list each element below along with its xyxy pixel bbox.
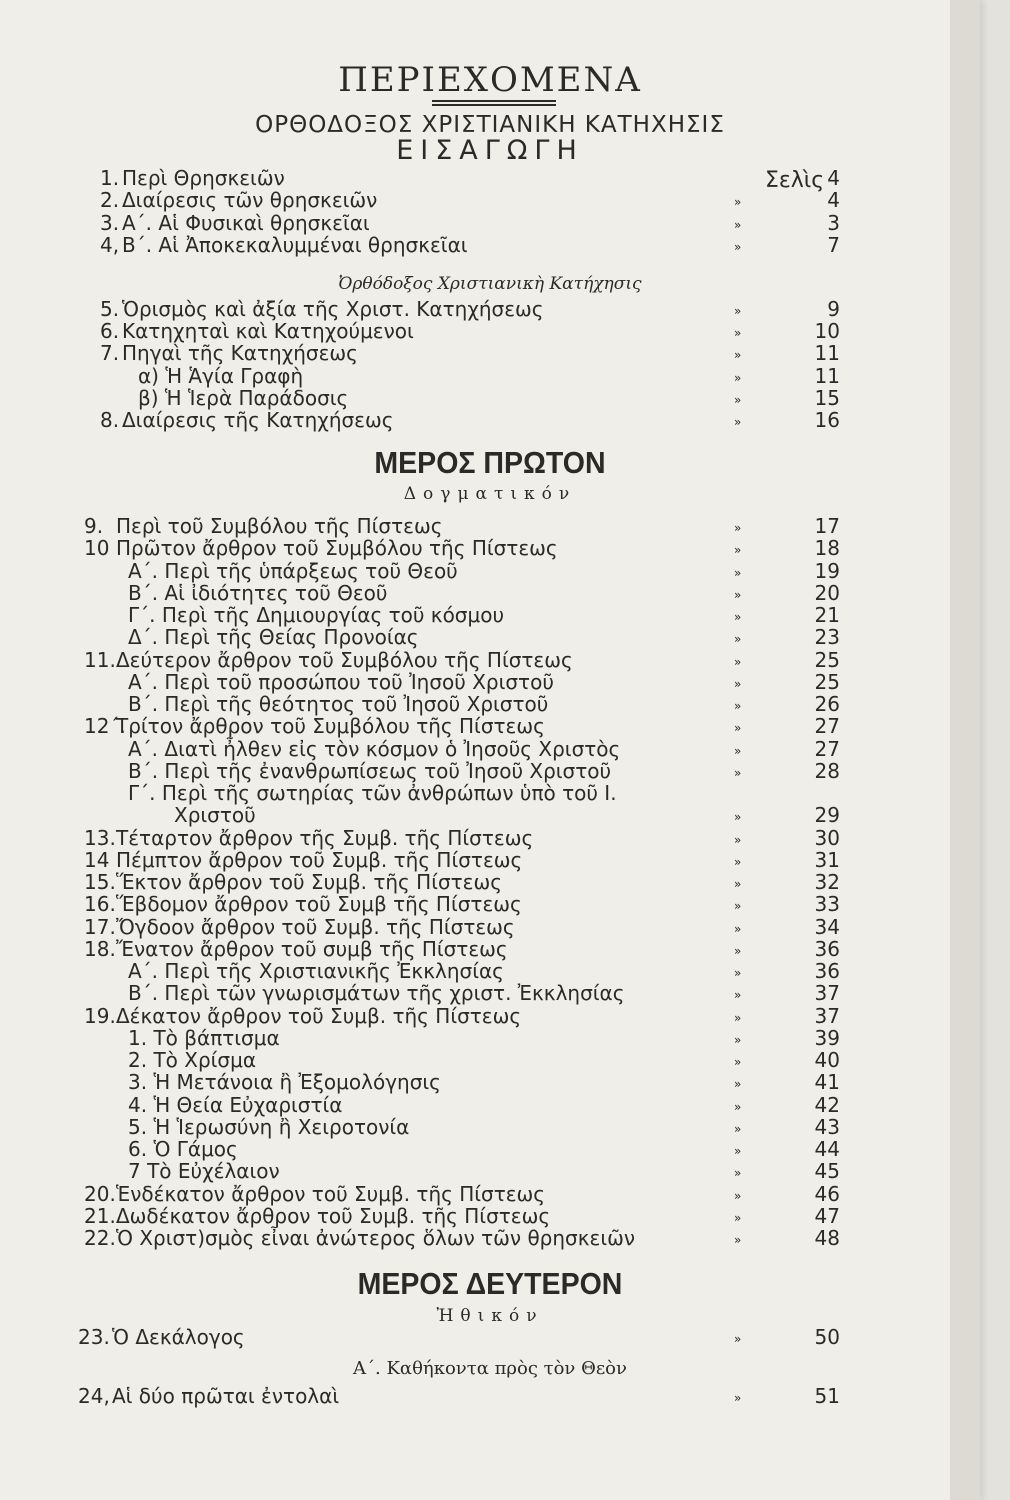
- entry-number: 13.: [84, 826, 116, 850]
- entry-page-number: 11: [814, 364, 840, 388]
- leader-mark: »: [734, 521, 742, 535]
- entry-page-number: 25: [814, 648, 840, 672]
- leader-mark: »: [734, 588, 742, 602]
- leader-mark: »: [734, 1122, 742, 1136]
- entry-title: Α΄. Διατὶ ἦλθεν εἰς τὸν κόσμον ὁ Ἰησοῦς Χριστὸς: [128, 737, 621, 761]
- leader-mark: »: [734, 543, 742, 557]
- leader-mark: »: [734, 240, 742, 254]
- toc-entry: [0, 408, 980, 432]
- entry-title: Κατηχηταὶ καὶ Κατηχούμενοι: [122, 319, 414, 343]
- entry-title: Ἔνατον ἄρθρον τοῦ συμβ τῆς Πίστεως: [116, 937, 508, 961]
- entry-title: Β΄. Αἱ ἰδιότητες τοῦ Θεοῦ: [128, 581, 388, 605]
- toc-entry: [0, 188, 980, 212]
- toc-entry: [0, 514, 980, 538]
- entry-number: 1.: [100, 166, 120, 190]
- toc-entry: [0, 1204, 980, 1228]
- title-underline-2: [432, 104, 556, 106]
- entry-number: 16.: [84, 892, 116, 916]
- entry-title: Α΄. Περὶ τῆς Χριστιανικῆς Ἐκκλησίας: [128, 959, 504, 983]
- entry-number: 4,: [100, 233, 120, 257]
- toc-entry: [0, 211, 980, 235]
- title-underline: [432, 100, 556, 102]
- entry-page-number: 33: [814, 892, 840, 916]
- entry-title: Ὄγδοον ἄρθρον τοῦ Συμβ. τῆς Πίστεως: [116, 915, 515, 939]
- entry-title: Χριστοῦ: [174, 803, 256, 827]
- entry-number: 3.: [100, 211, 120, 235]
- entry-page-number: 23: [814, 625, 840, 649]
- entry-title: 3. Ἡ Μετάνοια ἢ Ἐξομολόγησις: [128, 1070, 441, 1094]
- toc-entry: [0, 981, 980, 1005]
- toc-entry: [0, 1004, 980, 1028]
- entry-page-number: 31: [814, 848, 840, 872]
- toc-entry: [0, 803, 980, 827]
- toc-entry: [0, 536, 980, 560]
- entry-page-number: 11: [814, 341, 840, 365]
- entry-page-number: 39: [814, 1026, 840, 1050]
- leader-mark: »: [734, 721, 742, 735]
- leader-mark: »: [734, 1077, 742, 1091]
- leader-mark: »: [734, 1233, 742, 1247]
- page-column-label: Σελὶς: [765, 168, 825, 193]
- entry-title: Πρῶτον ἄρθρον τοῦ Συμβόλου τῆς Πίστεως: [116, 536, 558, 560]
- entry-page-number: 27: [814, 737, 840, 761]
- entry-number: 2.: [100, 188, 120, 212]
- entry-page-number: 29: [814, 803, 840, 827]
- leader-mark: »: [734, 393, 742, 407]
- leader-mark: »: [734, 655, 742, 669]
- toc-entry: [0, 581, 980, 605]
- entry-title: 1. Τὸ βάπτισμα: [128, 1026, 280, 1050]
- part-two-subtitle: Ἠθικόν: [436, 1306, 544, 1326]
- entry-number: 11.: [84, 648, 116, 672]
- toc-entry: [0, 870, 980, 894]
- entry-title: Διαίρεσις τῆς Κατηχήσεως: [122, 408, 394, 432]
- entry-title: 7 Τὸ Εὐχέλαιον: [128, 1159, 280, 1183]
- toc-entry: [0, 892, 980, 916]
- leader-mark: »: [734, 1011, 742, 1025]
- entry-title: Διαίρεσις τῶν θρησκειῶν: [122, 188, 378, 212]
- entry-page-number: 25: [814, 670, 840, 694]
- entry-title: Α΄. Περὶ τοῦ προσώπου τοῦ Ἰησοῦ Χριστοῦ: [128, 670, 554, 694]
- toc-entry: [0, 670, 980, 694]
- toc-entry: [0, 233, 980, 257]
- toc-entry: [0, 737, 980, 761]
- entry-page-number: 30: [814, 826, 840, 850]
- entry-number: 10: [84, 536, 110, 560]
- toc-entry: [0, 781, 980, 805]
- leader-mark: »: [734, 1189, 742, 1203]
- entry-number: 21.: [84, 1204, 116, 1228]
- entry-page-number: 16: [814, 408, 840, 432]
- entry-page-number: 26: [814, 692, 840, 716]
- toc-entry: [0, 1325, 980, 1349]
- entry-number: 12΄.: [84, 714, 126, 738]
- toc-entry: [0, 937, 980, 961]
- toc-entry: [0, 386, 980, 410]
- toc-entry: [0, 1048, 980, 1072]
- toc-entry: [0, 714, 980, 738]
- entry-number: 8.: [100, 408, 120, 432]
- entry-title: Β΄. Αἱ Ἀποκεκαλυμμέναι θρησκεῖαι: [122, 233, 468, 257]
- entry-page-number: 32: [814, 870, 840, 894]
- entry-title: Τρίτον ἄρθρον τοῦ Συμβόλου τῆς Πίστεως: [116, 714, 545, 738]
- entry-page-number: 46: [814, 1182, 840, 1206]
- entry-title: Περὶ τοῦ Συμβόλου τῆς Πίστεως: [116, 514, 443, 538]
- entry-number: 18.: [84, 937, 116, 961]
- entry-page-number: 37: [814, 1004, 840, 1028]
- leader-mark: »: [734, 348, 742, 362]
- entry-title: Περὶ Θρησκειῶν: [122, 166, 285, 190]
- entry-number: 15.: [84, 870, 116, 894]
- leader-mark: »: [734, 966, 742, 980]
- entry-page-number: 43: [814, 1115, 840, 1139]
- toc-entry: [0, 364, 980, 388]
- toc-entry: [0, 559, 980, 583]
- entry-page-number: 41: [814, 1070, 840, 1094]
- entry-title: Δέκατον ἄρθρον τοῦ Συμβ. τῆς Πίστεως: [116, 1004, 522, 1028]
- entry-number: 19.: [84, 1004, 116, 1028]
- leader-mark: »: [734, 326, 742, 340]
- leader-mark: »: [734, 677, 742, 691]
- entry-title: Β΄. Περὶ τῶν γνωρισμάτων τῆς χριστ. Ἐκκλησίας: [128, 981, 625, 1005]
- leader-mark: »: [734, 195, 742, 209]
- toc-entry: [0, 1182, 980, 1206]
- leader-mark: »: [734, 1166, 742, 1180]
- leader-mark: »: [734, 699, 742, 713]
- entry-page-number: 42: [814, 1093, 840, 1117]
- leader-mark: »: [734, 877, 742, 891]
- entry-page-number: 47: [814, 1204, 840, 1228]
- entry-title: Τέταρτον ἄρθρον τῆς Συμβ. τῆς Πίστεως: [116, 826, 534, 850]
- toc-entry: [0, 1226, 980, 1250]
- toc-entry: [0, 625, 980, 649]
- entry-page-number: 4: [827, 166, 840, 190]
- leader-mark: »: [734, 1211, 742, 1225]
- toc-entry: [0, 1384, 980, 1408]
- entry-page-number: 3: [827, 211, 840, 235]
- book-subtitle: ΟΡΘΟΔΟΞΟΣ ΧΡΙΣΤΙΑΝΙΚΗ ΚΑΤΗΧΗΣΙΣ: [255, 112, 725, 138]
- entry-page-number: 20: [814, 581, 840, 605]
- entry-title: Ἕβδομον ἄρθρον τοῦ Συμβ τῆς Πίστεως: [116, 892, 522, 916]
- entry-title: α) Ἡ Ἁγία Γραφὴ: [138, 364, 304, 388]
- entry-title: Γ΄. Περὶ τῆς σωτηρίας τῶν ἀνθρώπων ὑπὸ τοῦ Ι.: [128, 781, 617, 805]
- entry-title: Β΄. Περὶ τῆς ἐνανθρωπίσεως τοῦ Ἰησοῦ Χριστοῦ: [128, 759, 612, 783]
- entry-page-number: 9: [827, 297, 840, 321]
- leader-mark: »: [734, 744, 742, 758]
- toc-entry: [0, 692, 980, 716]
- entry-title: Πέμπτον ἄρθρον τοῦ Συμβ. τῆς Πίστεως: [116, 848, 523, 872]
- toc-entry: [0, 603, 980, 627]
- leader-mark: »: [734, 855, 742, 869]
- toc-entry: [0, 1137, 980, 1161]
- toc-entry: [0, 759, 980, 783]
- entry-number: 5.: [100, 297, 120, 321]
- entry-title: 5. Ἡ Ἱερωσύνη ἢ Χειροτονία: [128, 1115, 410, 1139]
- toc-entry: [0, 166, 980, 190]
- leader-mark: »: [734, 1332, 742, 1346]
- entry-page-number: 36: [814, 937, 840, 961]
- toc-entry: [0, 319, 980, 343]
- part-two-heading: ΜΕΡΟΣ ΔΕΥΤΕΡΟΝ: [357, 1266, 623, 1301]
- leader-mark: »: [734, 988, 742, 1002]
- leader-mark: »: [734, 899, 742, 913]
- entry-page-number: 44: [814, 1137, 840, 1161]
- entry-title: 6. Ὁ Γάμος: [128, 1137, 238, 1161]
- toc-entry: [0, 1070, 980, 1094]
- entry-title: Β΄. Περὶ τῆς θεότητος τοῦ Ἰησοῦ Χριστοῦ: [128, 692, 549, 716]
- entry-page-number: 19: [814, 559, 840, 583]
- leader-mark: »: [734, 944, 742, 958]
- entry-page-number: 27: [814, 714, 840, 738]
- entry-title: Α΄. Αἱ Φυσικαὶ θρησκεῖαι: [122, 211, 370, 235]
- entry-title: Α΄. Περὶ τῆς ὑπάρξεως τοῦ Θεοῦ: [128, 559, 458, 583]
- entry-page-number: 7: [827, 233, 840, 257]
- entry-number: 14: [84, 848, 110, 872]
- toc-entry: [0, 341, 980, 365]
- entry-page-number: 50: [814, 1325, 840, 1349]
- entry-number: 7.: [100, 341, 120, 365]
- leader-mark: »: [734, 415, 742, 429]
- entry-title: 2. Τὸ Χρίσμα: [128, 1048, 256, 1072]
- entry-number: 9.: [84, 514, 104, 538]
- entry-page-number: 51: [814, 1384, 840, 1408]
- leader-mark: »: [734, 1100, 742, 1114]
- entry-page-number: 21: [814, 603, 840, 627]
- toc-entry: [0, 1093, 980, 1117]
- leader-mark: »: [734, 1055, 742, 1069]
- leader-mark: »: [734, 1144, 742, 1158]
- leader-mark: »: [734, 810, 742, 824]
- entry-title: Ἕκτον ἄρθρον τοῦ Συμβ. τῆς Πίστεως: [116, 870, 502, 894]
- toc-entry: [0, 648, 980, 672]
- part-one-subtitle: Δογματικόν: [403, 484, 577, 504]
- leader-mark: »: [734, 566, 742, 580]
- toc-entry: [0, 959, 980, 983]
- leader-mark: »: [734, 922, 742, 936]
- toc-entry: [0, 826, 980, 850]
- entry-title: Δωδέκατον ἄρθρον τοῦ Συμβ. τῆς Πίστεως: [116, 1204, 551, 1228]
- entry-title: Ὁ Δεκάλογος: [112, 1325, 245, 1349]
- entry-title: Πηγαὶ τῆς Κατηχήσεως: [122, 341, 358, 365]
- leader-mark: »: [734, 218, 742, 232]
- entry-page-number: 4: [827, 188, 840, 212]
- entry-title: Γ΄. Περὶ τῆς Δημιουργίας τοῦ κόσμου: [128, 603, 505, 627]
- entry-title: Αἱ δύο πρῶται ἐντολαὶ: [112, 1384, 340, 1408]
- entry-title: Ἑνδέκατον ἄρθρον τοῦ Συμβ. τῆς Πίστεως: [116, 1182, 546, 1206]
- toc-entry: [0, 1115, 980, 1139]
- entry-title: Ὁ Χριστ)σμὸς εἶναι ἀνώτερος ὅλων τῶν θρησκειῶν: [116, 1226, 636, 1250]
- entry-page-number: 17: [814, 514, 840, 538]
- entry-page-number: 48: [814, 1226, 840, 1250]
- entry-page-number: 37: [814, 981, 840, 1005]
- entry-page-number: 36: [814, 959, 840, 983]
- entry-title: 4. Ἡ Θεία Εὐχαριστία: [128, 1093, 343, 1117]
- leader-mark: »: [734, 1391, 742, 1405]
- entry-title: β) Ἡ Ἱερὰ Παράδοσις: [138, 386, 349, 410]
- section-heading-orthodox: Ὀρθόδοξος Χριστιανικὴ Κατήχησις: [338, 274, 642, 294]
- entry-title: Δ΄. Περὶ τῆς Θείας Προνοίας: [128, 625, 419, 649]
- entry-title: Δεύτερον ἄρθρον τοῦ Συμβόλου τῆς Πίστεως: [116, 648, 573, 672]
- section-heading-duties: Α΄. Καθήκοντα πρὸς τὸν Θεὸν: [353, 1358, 627, 1379]
- toc-entry: [0, 1026, 980, 1050]
- entry-page-number: 34: [814, 915, 840, 939]
- leader-mark: »: [734, 632, 742, 646]
- entry-title: Ὁρισμὸς καὶ ἀξία τῆς Χριστ. Κατηχήσεως: [122, 297, 544, 321]
- entry-page-number: 28: [814, 759, 840, 783]
- toc-entry: [0, 297, 980, 321]
- entry-number: 6.: [100, 319, 120, 343]
- page-title: ΠΕΡΙΕΧΟΜΕΝΑ: [338, 60, 642, 100]
- entry-page-number: 45: [814, 1159, 840, 1183]
- leader-mark: »: [734, 610, 742, 624]
- entry-page-number: 18: [814, 536, 840, 560]
- entry-number: 20.: [84, 1182, 116, 1206]
- entry-page-number: 40: [814, 1048, 840, 1072]
- toc-entry: [0, 915, 980, 939]
- leader-mark: »: [734, 1033, 742, 1047]
- entry-number: 24,: [78, 1384, 110, 1408]
- entry-page-number: 15: [814, 386, 840, 410]
- toc-entry: [0, 1159, 980, 1183]
- entry-number: 22.: [84, 1226, 116, 1250]
- leader-mark: »: [734, 304, 742, 318]
- leader-mark: »: [734, 833, 742, 847]
- entry-number: 23.: [78, 1325, 110, 1349]
- leader-mark: »: [734, 766, 742, 780]
- entry-number: 17.: [84, 915, 116, 939]
- intro-heading: ΕΙΣΑΓΩΓΗ: [396, 135, 584, 166]
- toc-entry: [0, 848, 980, 872]
- entry-page-number: 10: [814, 319, 840, 343]
- leader-mark: »: [734, 371, 742, 385]
- part-one-heading: ΜΕΡΟΣ ΠΡΩΤΟΝ: [374, 445, 606, 480]
